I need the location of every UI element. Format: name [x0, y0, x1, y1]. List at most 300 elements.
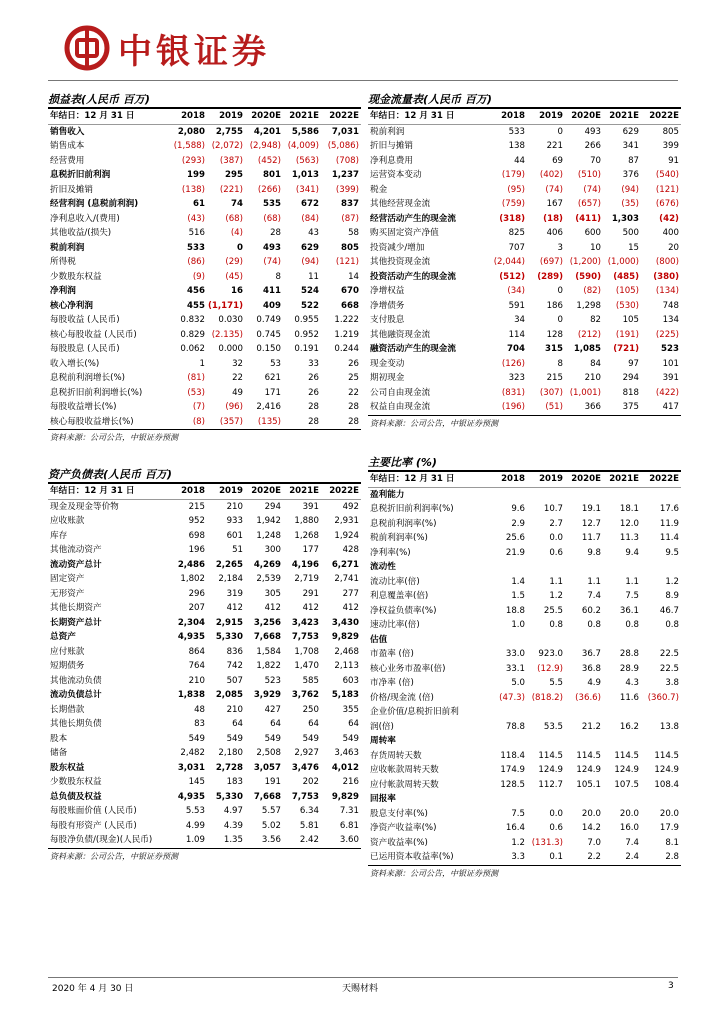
- cell-value: 134: [662, 315, 679, 325]
- cell-value: 455: [187, 300, 205, 311]
- section-header-row: [368, 633, 681, 648]
- cell-value: 366: [584, 402, 601, 412]
- cell-value: 11.3: [619, 533, 639, 543]
- cell-value: 2,931: [334, 516, 359, 526]
- row-label: 固定资产: [50, 574, 85, 584]
- cell-value: (43): [187, 213, 205, 224]
- table-row: [48, 572, 361, 587]
- cell-value: 128.5: [500, 779, 525, 790]
- cell-value: 500: [622, 228, 639, 238]
- cell-value: 493: [584, 126, 601, 137]
- cell-value: (411): [575, 213, 601, 224]
- table-row: [48, 761, 361, 776]
- income-statement-panel: [48, 92, 361, 446]
- cell-value: 16.0: [619, 823, 639, 833]
- cell-value: 9,829: [331, 791, 359, 802]
- cell-value: (721): [613, 344, 639, 354]
- cell-value: [489, 560, 527, 575]
- cell-value: 0.000: [218, 344, 243, 354]
- cell-value: (53): [187, 387, 205, 398]
- cell-value: [489, 792, 527, 807]
- cell-value: 33.1: [505, 663, 525, 674]
- row-label: 净利息费用: [370, 155, 413, 166]
- cell-value: 78.8: [505, 721, 525, 732]
- cell-value: (676): [655, 199, 679, 209]
- cell-value: 1,303: [611, 213, 639, 224]
- row-label: 少数股东权益: [50, 271, 102, 282]
- cell-value: 1: [199, 358, 205, 369]
- cell-value: 10.7: [543, 504, 563, 514]
- table-row: [368, 546, 681, 561]
- year-header: 2021E: [289, 111, 319, 121]
- cell-value: 409: [263, 300, 281, 311]
- cell-value: 375: [622, 402, 639, 412]
- table-row: [48, 819, 361, 834]
- cell-value: 28.8: [619, 649, 639, 659]
- source-note: 资料来源：公司公告，中银证券预测: [370, 868, 498, 878]
- table-row: [48, 125, 361, 140]
- cell-value: 250: [302, 704, 319, 715]
- cell-value: 6.81: [339, 820, 359, 831]
- cell-value: (191): [615, 329, 639, 340]
- row-label: 净资产收益率(%): [370, 823, 437, 833]
- cell-value: 1,013: [291, 170, 319, 180]
- cell-value: (697): [539, 257, 563, 267]
- cell-value: 22.5: [659, 649, 679, 659]
- cell-value: 32: [232, 358, 243, 369]
- cell-value: 4,269: [253, 559, 281, 570]
- cell-value: 6,271: [331, 559, 359, 570]
- table-row: [48, 703, 361, 718]
- cell-value: (221): [219, 184, 243, 195]
- cell-value: 0.191: [294, 344, 319, 354]
- cell-value: (105): [615, 286, 639, 296]
- cell-value: 0.8: [587, 620, 601, 630]
- cell-value: 0.062: [180, 344, 205, 354]
- cell-value: 28.9: [619, 663, 639, 674]
- year-header: 2022E: [329, 111, 359, 121]
- cell-value: 70: [590, 155, 601, 166]
- cell-value: 124.9: [614, 765, 639, 775]
- cell-value: [641, 734, 681, 749]
- cell-value: 296: [188, 588, 205, 599]
- row-label: 净权益负债率(%): [370, 605, 437, 616]
- cell-value: [565, 705, 603, 720]
- cell-value: 3.3: [511, 852, 525, 862]
- cell-value: 36.7: [581, 649, 601, 659]
- cell-value: (212): [577, 329, 601, 340]
- cell-value: 837: [341, 199, 359, 209]
- cell-value: 3,762: [291, 690, 319, 700]
- cell-value: 535: [263, 199, 281, 209]
- cell-value: 3,057: [253, 762, 281, 773]
- cell-value: (131.3): [531, 837, 563, 848]
- cell-value: 64: [232, 719, 243, 729]
- year-header: 2019: [539, 111, 563, 121]
- cell-value: 707: [508, 242, 525, 253]
- cell-value: 53: [270, 358, 281, 369]
- table-row: [368, 139, 681, 154]
- cell-value: 2,482: [180, 748, 205, 758]
- balance-sheet-table: [48, 484, 361, 848]
- row-label: 销售收入: [50, 126, 85, 137]
- section-header-row: [368, 488, 681, 503]
- cell-value: 456: [187, 286, 205, 296]
- row-label: 净利润: [50, 286, 76, 296]
- cell-value: (179): [501, 170, 525, 180]
- table-row: [48, 342, 361, 357]
- cell-value: 9.5: [665, 547, 679, 558]
- cell-value: (94): [621, 184, 639, 195]
- row-label: 无形资产: [50, 588, 85, 599]
- table-row: [368, 575, 681, 590]
- cell-value: (95): [507, 184, 525, 195]
- cell-value: 114.5: [614, 750, 639, 761]
- cell-value: 0.6: [549, 823, 563, 833]
- table-row: [48, 357, 361, 372]
- cell-value: 2,741: [334, 574, 359, 584]
- year-header: 2019: [539, 474, 563, 484]
- row-label: 周转率: [370, 736, 396, 746]
- cell-value: 11.6: [619, 692, 639, 703]
- cell-value: 13.8: [659, 721, 679, 732]
- cell-value: 177: [302, 545, 319, 555]
- year-header: 2018: [181, 486, 205, 496]
- table-row: [48, 270, 361, 285]
- cell-value: 355: [342, 704, 359, 715]
- cell-value: 2,486: [177, 559, 205, 570]
- cell-value: 186: [546, 300, 563, 311]
- row-label: 应收账款: [50, 516, 85, 526]
- cell-value: 16: [231, 286, 243, 296]
- row-label: 每股净负债/(现金)(人民币): [50, 835, 153, 845]
- cell-value: (422): [655, 387, 679, 398]
- cell-value: (74): [545, 184, 563, 195]
- cell-value: 2,113: [334, 661, 359, 671]
- cell-value: [565, 792, 603, 807]
- cashflow-statement-title: 现金流量表(人民币 百万): [368, 93, 492, 106]
- row-label: 购买固定资产净值: [370, 228, 439, 238]
- row-label: 回报率: [370, 794, 396, 804]
- cell-value: 5,330: [215, 632, 243, 642]
- cell-value: 91: [668, 155, 679, 166]
- cell-value: 2,080: [177, 126, 205, 137]
- cell-value: (51): [545, 402, 563, 412]
- cell-value: (708): [335, 155, 359, 166]
- table-row: [368, 604, 681, 619]
- table-row: [48, 630, 361, 645]
- cell-value: 7.31: [339, 806, 359, 816]
- cell-value: [527, 633, 565, 648]
- row-label: 净增债务: [370, 300, 405, 311]
- row-label: 库存: [50, 530, 68, 541]
- footer-rule: [48, 977, 678, 978]
- cell-value: 923.0: [538, 649, 563, 659]
- cell-value: (1,200): [569, 257, 601, 267]
- cell-value: (42): [659, 213, 679, 224]
- table-row: [368, 531, 681, 546]
- cell-value: (87): [341, 213, 359, 224]
- cell-value: 97: [628, 358, 639, 369]
- cell-value: (380): [653, 271, 679, 282]
- cell-value: 21.9: [505, 547, 525, 558]
- table-header-row: [48, 109, 361, 124]
- cell-value: 391: [662, 373, 679, 383]
- cell-value: (2.135): [211, 329, 243, 340]
- table-row: [48, 833, 361, 848]
- table-row: [368, 342, 681, 357]
- cell-value: 0.832: [180, 315, 205, 325]
- cell-value: 0.8: [665, 620, 679, 630]
- table-row: [48, 284, 361, 299]
- header-rule: [48, 80, 678, 81]
- table-row: [48, 139, 361, 154]
- cell-value: 621: [264, 373, 281, 383]
- cell-value: (82): [583, 286, 601, 296]
- cell-value: (96): [225, 402, 243, 412]
- cell-value: (1,000): [607, 257, 639, 267]
- cell-value: 2.2: [587, 852, 601, 862]
- cell-value: 215: [546, 373, 563, 383]
- cell-value: 4,196: [291, 559, 319, 570]
- cell-value: 1.0: [511, 620, 525, 630]
- cell-value: (590): [575, 271, 601, 282]
- table-row: [48, 328, 361, 343]
- row-label: 其他流动负债: [50, 675, 102, 686]
- cell-value: (360.7): [647, 692, 679, 703]
- cell-value: (8): [192, 416, 205, 427]
- row-label: 息税折旧前利润率(%): [370, 504, 454, 514]
- cell-value: 323: [508, 373, 525, 383]
- cell-value: 7,753: [291, 632, 319, 642]
- cell-value: [603, 633, 641, 648]
- cell-value: 5.5: [549, 678, 563, 688]
- cell-value: 51: [232, 545, 243, 555]
- cell-value: 17.6: [659, 504, 679, 514]
- cell-value: (289): [537, 271, 563, 282]
- cell-value: 523: [264, 675, 281, 686]
- row-label: 销售成本: [50, 141, 85, 151]
- year-header: 2021E: [289, 486, 319, 496]
- table-row: [368, 749, 681, 764]
- cell-value: 215: [188, 501, 205, 512]
- cell-value: 221: [546, 141, 563, 151]
- cell-value: 28: [270, 228, 281, 238]
- cell-value: 15: [628, 242, 639, 253]
- cell-value: 0: [557, 286, 563, 296]
- row-label: 税金: [370, 184, 388, 195]
- cell-value: (452): [257, 155, 281, 166]
- row-label: 支付股息: [370, 315, 405, 325]
- cell-value: (135): [257, 416, 281, 427]
- key-ratios-title: 主要比率 (%): [368, 456, 437, 469]
- table-row: [48, 601, 361, 616]
- cashflow-statement-panel: [368, 92, 681, 432]
- cell-value: [565, 633, 603, 648]
- cell-value: (2,072): [211, 141, 243, 151]
- cell-value: 2,265: [215, 559, 243, 570]
- cell-value: 428: [342, 545, 359, 555]
- cell-value: 0.0: [549, 808, 563, 819]
- cell-value: 4.39: [223, 820, 243, 831]
- cell-value: 9.6: [511, 504, 525, 514]
- cell-value: 1,880: [294, 516, 319, 526]
- row-label: 每股股息 (人民币): [50, 344, 120, 354]
- cell-value: 2.9: [511, 518, 525, 529]
- cell-value: 0.244: [334, 344, 359, 354]
- cell-value: 108.4: [654, 779, 679, 790]
- table-row: [368, 807, 681, 822]
- cell-value: 2,728: [215, 762, 243, 773]
- section-header-row: [368, 560, 681, 575]
- cell-value: 28: [308, 416, 319, 427]
- cell-value: (1,171): [207, 300, 243, 311]
- cell-value: 145: [188, 777, 205, 787]
- cell-value: [489, 705, 527, 720]
- cell-value: 22: [348, 387, 359, 398]
- row-label: 应付帐款周转天数: [370, 779, 439, 790]
- table-row: [368, 850, 681, 865]
- cell-value: (29): [225, 257, 243, 267]
- cell-value: 805: [662, 126, 679, 137]
- cell-value: 64: [308, 719, 319, 729]
- table-row: [368, 691, 681, 706]
- row-label: 存货周转天数: [370, 750, 422, 761]
- cell-value: 8: [275, 271, 281, 282]
- table-row: [368, 168, 681, 183]
- cell-value: 300: [264, 545, 281, 555]
- cell-value: 672: [301, 199, 319, 209]
- cell-value: [527, 734, 565, 749]
- table-row: [48, 371, 361, 386]
- cell-value: 74: [231, 199, 243, 209]
- cell-value: 516: [188, 228, 205, 238]
- cell-value: [641, 705, 681, 720]
- row-label: 总资产: [50, 632, 76, 642]
- cell-value: [565, 734, 603, 749]
- row-label: 投资减少/增加: [370, 242, 425, 253]
- row-label: 核心每股收益增长(%): [50, 416, 134, 427]
- cell-value: 4,935: [177, 632, 205, 642]
- cell-value: 22.5: [659, 663, 679, 674]
- table-row: [48, 255, 361, 270]
- cell-value: 112.7: [538, 779, 563, 790]
- cell-value: 549: [342, 733, 359, 744]
- cell-value: 25.6: [505, 533, 525, 543]
- table-row: [368, 328, 681, 343]
- row-label: 短期债务: [50, 661, 85, 671]
- cell-value: 33.0: [505, 649, 525, 659]
- section-header-row: [368, 734, 681, 749]
- table-row: [368, 270, 681, 285]
- cell-value: 36.8: [581, 663, 601, 674]
- section-header-row: [368, 792, 681, 807]
- cell-value: [527, 488, 565, 503]
- cell-value: (68): [225, 213, 243, 224]
- cell-value: 53.5: [543, 721, 563, 732]
- cell-value: 319: [226, 588, 243, 599]
- cell-value: 2.42: [299, 835, 319, 845]
- table-row: [368, 125, 681, 140]
- cell-value: (510): [577, 170, 601, 180]
- cell-value: 11.9: [659, 518, 679, 529]
- cell-value: 305: [264, 588, 281, 599]
- cell-value: 84: [590, 358, 601, 369]
- cell-value: 764: [188, 661, 205, 671]
- cell-value: 5.02: [261, 820, 281, 831]
- table-row: [368, 197, 681, 212]
- cell-value: 21.2: [581, 721, 601, 732]
- cell-value: 400: [662, 228, 679, 238]
- cell-value: 1.5: [511, 591, 525, 601]
- cell-value: 0: [237, 242, 243, 253]
- cell-value: 295: [225, 170, 243, 180]
- row-label: 净利息收入/(费用): [50, 213, 120, 224]
- year-header: 2022E: [329, 486, 359, 496]
- row-label: 应付账款: [50, 646, 85, 657]
- cell-value: 25.5: [543, 605, 563, 616]
- row-label: 每股有形资产 (人民币): [50, 820, 137, 831]
- cell-value: 1,085: [573, 344, 601, 354]
- table-row: [48, 746, 361, 761]
- cell-value: [489, 488, 527, 503]
- cell-value: 549: [188, 733, 205, 744]
- cell-value: 114: [508, 329, 525, 340]
- cell-value: 5.57: [261, 806, 281, 816]
- cell-value: (84): [301, 213, 319, 224]
- table-row: [48, 168, 361, 183]
- key-ratios-panel: [368, 455, 681, 882]
- row-label: 已运用资本收益率(%): [370, 852, 454, 862]
- cell-value: (35): [621, 199, 639, 209]
- row-label: 收入增长(%): [50, 358, 100, 369]
- table-row: [48, 183, 361, 198]
- row-label: 资产收益率(%): [370, 837, 428, 848]
- cell-value: 3: [557, 242, 563, 253]
- cell-value: (563): [295, 155, 319, 166]
- balance-sheet-title: 资产负债表(人民币 百万): [48, 468, 172, 481]
- table-row: [368, 299, 681, 314]
- row-label: 应收帐款周转天数: [370, 765, 439, 775]
- table-row: [48, 717, 361, 732]
- cell-value: 83: [194, 719, 205, 729]
- cell-value: 10: [590, 242, 601, 253]
- cell-value: (293): [181, 155, 205, 166]
- cell-value: 3.8: [665, 678, 679, 688]
- cell-value: 28: [348, 416, 359, 427]
- cell-value: (18): [543, 213, 563, 224]
- cell-value: 207: [188, 603, 205, 613]
- cell-value: (540): [655, 170, 679, 180]
- cell-value: 1,924: [334, 530, 359, 541]
- row-label: 速动比率(倍): [370, 620, 420, 630]
- cell-value: 20.0: [619, 808, 639, 819]
- cell-value: 399: [662, 141, 679, 151]
- footer-page-number: 3: [668, 981, 674, 991]
- cell-value: 2.4: [625, 852, 639, 862]
- cell-value: (2,948): [249, 141, 281, 151]
- cell-value: 14: [348, 271, 359, 282]
- cell-value: (2,044): [493, 257, 525, 267]
- cell-value: (357): [219, 416, 243, 427]
- table-row: [48, 616, 361, 631]
- cell-value: 585: [302, 675, 319, 686]
- cell-value: 507: [226, 675, 243, 686]
- cell-value: [603, 488, 641, 503]
- row-label: 每股账面价值 (人民币): [50, 806, 137, 816]
- cell-value: 4,935: [177, 791, 205, 802]
- cell-value: 7,753: [291, 791, 319, 802]
